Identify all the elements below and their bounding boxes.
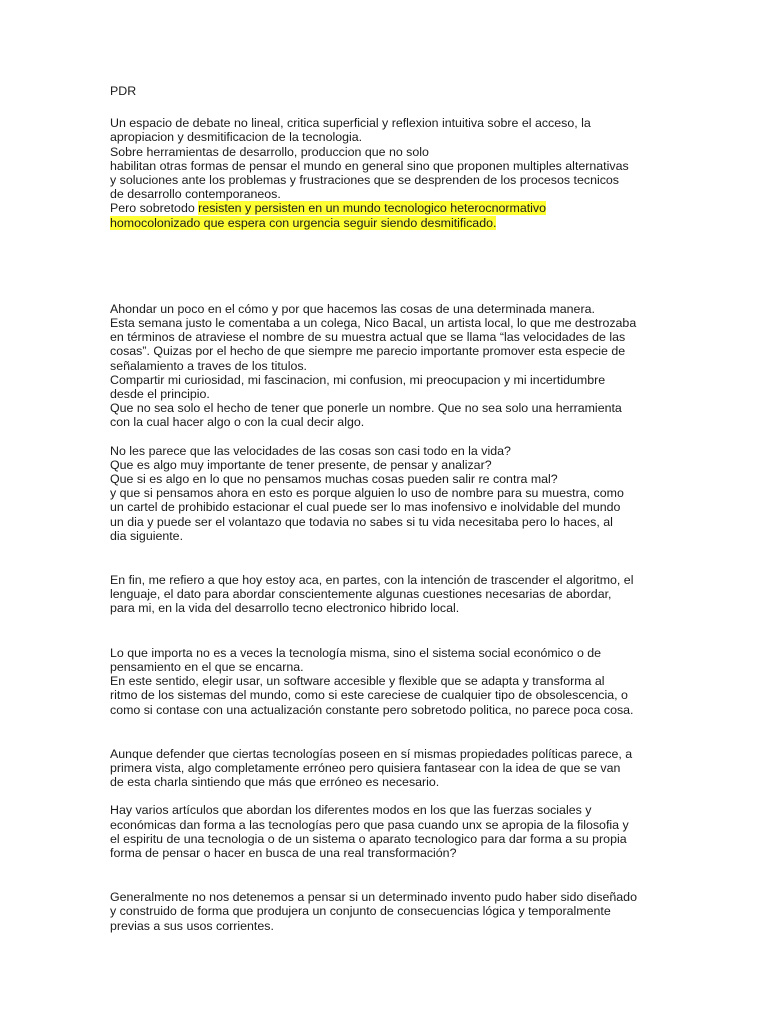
- paragraph-3: [110, 444, 670, 543]
- text-line: y construido de forma que produjera un conjunto de consecuencias lógica y temporalmente: [110, 904, 611, 919]
- text-line: de esta charla sintiendo que más que erróneo es necesario.: [110, 775, 440, 790]
- text-line: previas a sus usos corrientes.: [110, 918, 274, 933]
- text-line: el espiritu de una tecnologia o de un sistema o aparato tecnologico para dar forma a su propia: [110, 831, 627, 846]
- text-line: ritmo de los sistemas del mundo, como si este careciese de cualquier tipo de obsolescencia, o: [110, 688, 628, 703]
- text-line: económicas dan forma a las tecnologías pero que pasa cuando unx se apropia de la filosofia y: [110, 817, 629, 832]
- text-line: En fin, me refiero a que hoy estoy aca, en partes, con la intención de trascender el algoritmo, el: [110, 573, 634, 588]
- text-line: pensamiento en el que se encarna.: [110, 659, 304, 674]
- text-line: Que no sea solo el hecho de tener que ponerle un nombre. Que no sea solo una herramienta: [110, 401, 622, 416]
- text-prefix: Pero sobretodo: [110, 201, 199, 216]
- document-title: PDR: [110, 84, 137, 98]
- spacer: [110, 430, 670, 444]
- text-line: Generalmente no nos detenemos a pensar si un determinado invento pudo haber sido diseñado: [110, 890, 637, 905]
- spacer: [110, 717, 670, 747]
- text-line: forma de pensar o hacer en busca de una real transformación?: [110, 845, 457, 860]
- text-line: Que es algo muy importante de tener presente, de pensar y analizar?: [110, 457, 492, 472]
- text-line: en términos de atraviese el nombre de su muestra actual que se llama “las velocidades de las: [110, 330, 626, 345]
- text-line: Aunque defender que ciertas tecnologías poseen en sí mismas propiedades políticas parece, a: [110, 746, 633, 761]
- paragraph-5: [110, 646, 670, 717]
- text-line: un cartel de prohibido estacionar el cual puede ser lo mas inofensivo e inolvidable del mundo: [110, 500, 621, 515]
- text-line: Ahondar un poco en el cómo y por que hacemos las cosas de una determinada manera.: [110, 301, 595, 316]
- text-line: con la cual hacer algo o con la cual decir algo.: [110, 415, 365, 430]
- text-line: No les parece que las velocidades de las cosas son casi todo en la vida?: [110, 443, 511, 458]
- document-page: [110, 84, 670, 933]
- text-line-with-highlight: [110, 201, 670, 215]
- text-line: lenguaje, el dato para abordar conscientemente algunas cuestiones necesarias de abordar,: [110, 587, 612, 602]
- paragraph-6: [110, 747, 670, 790]
- paragraph-2: [110, 302, 670, 430]
- text-line: para mi, en la vida del desarrollo tecno electronico hibrido local.: [110, 601, 460, 616]
- text-line: dia siguiente.: [110, 528, 184, 543]
- spacer: [110, 789, 670, 803]
- text-line: En este sentido, elegir usar, un software accesible y flexible que se adapta y transforma al: [110, 674, 605, 689]
- text-line: señalamiento a traves de los titulos.: [110, 358, 307, 373]
- text-line: apropiacion y desmitificacion de la tecnologia.: [110, 130, 363, 145]
- paragraph-8: [110, 890, 670, 933]
- text-line: primera vista, algo completamente erróneo pero quisiera fantasear con la idea de que se van: [110, 760, 621, 775]
- spacer: [110, 543, 670, 573]
- text-line: y soluciones ante los problemas y frustraciones que se desprenden de los procesos tecnicos: [110, 173, 619, 188]
- text-line: Esta semana justo le comentaba a un colega, Nico Bacal, un artista local, lo que me destrozaba: [110, 316, 637, 331]
- text-line: Sobre herramientas de desarrollo, produccion que no solo: [110, 144, 429, 159]
- text-line: Un espacio de debate no lineal, critica superficial y reflexion intuitiva sobre el acceso, la: [110, 116, 591, 131]
- spacer: [110, 616, 670, 646]
- paragraph-7: [110, 803, 670, 860]
- highlighted-text: resisten y persisten en un mundo tecnologico heterocnormativo: [198, 201, 546, 216]
- text-line: de desarrollo contemporaneos.: [110, 187, 281, 202]
- text-line-with-highlight: [110, 216, 670, 230]
- text-line: cosas”. Quizas por el hecho de que siempre me parecio importante promover esta especie de: [110, 344, 626, 359]
- paragraph-4: [110, 573, 670, 616]
- text-line: Hay varios artículos que abordan los diferentes modos en los que las fuerzas sociales y: [110, 803, 592, 818]
- text-line: un dia y puede ser el volantazo que todavia no sabes si tu vida necesitaba pero lo haces, al: [110, 514, 613, 529]
- text-line: Compartir mi curiosidad, mi fascinacion, mi confusion, mi preocupacion y mi incertidumbre: [110, 372, 606, 387]
- text-line: como si contase con una actualización constante pero sobretodo politica, no parece poca cosa.: [110, 702, 634, 717]
- spacer: [110, 860, 670, 890]
- spacer: [110, 230, 670, 302]
- paragraph-intro: [110, 116, 670, 230]
- text-line: Lo que importa no es a veces la tecnología misma, sino el sistema social económico o de: [110, 645, 602, 660]
- highlighted-text: homocolonizado que espera con urgencia seguir siendo desmitificado.: [110, 215, 497, 230]
- text-line: Que si es algo en lo que no pensamos muchas cosas pueden salir re contra mal?: [110, 472, 558, 487]
- text-line: y que si pensamos ahora en esto es porque alguien lo uso de nombre para su muestra, como: [110, 486, 624, 501]
- text-line: habilitan otras formas de pensar el mundo en general sino que proponen multiples alternativas: [110, 158, 629, 173]
- text-line: desde el principio.: [110, 387, 210, 402]
